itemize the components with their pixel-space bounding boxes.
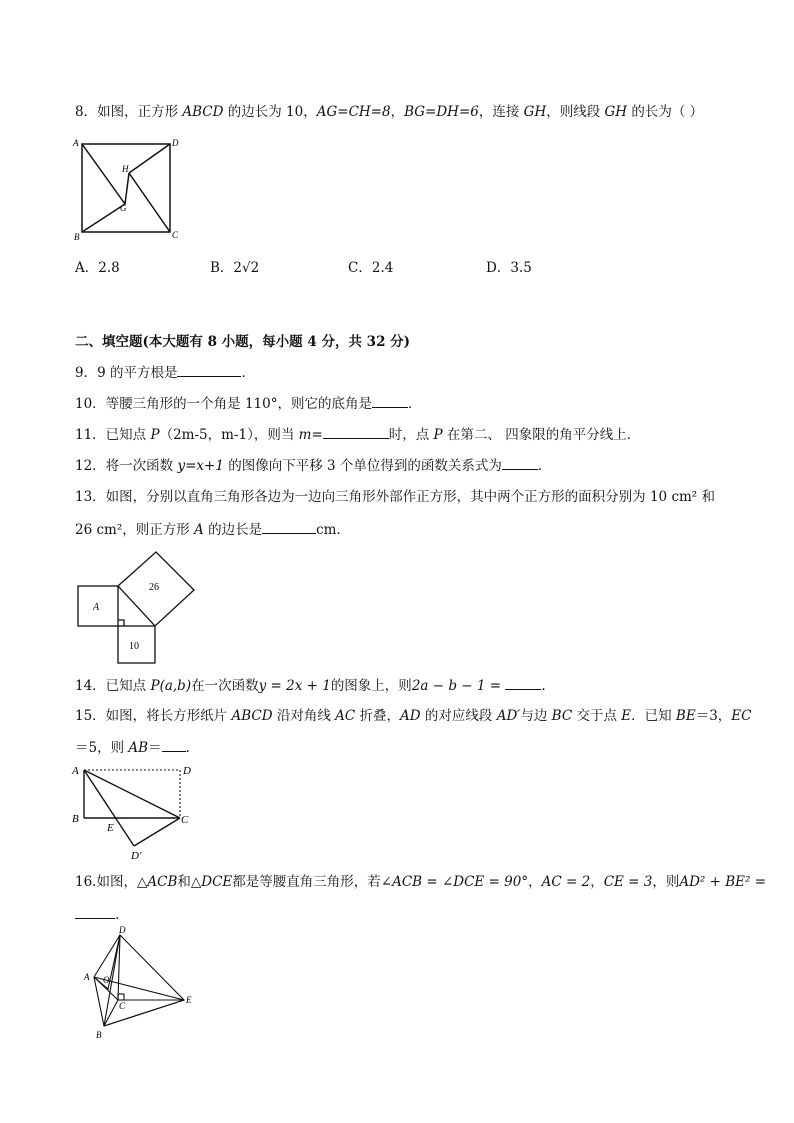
label-d: D [119,925,126,935]
question-15-text-line2: ＝5，则 AB＝ ． [75,737,199,758]
answer-blank-10[interactable] [372,393,408,408]
question-8-figure [70,134,185,244]
square-abcd [82,144,170,232]
label-d-prime: D′ [131,850,142,862]
label-o: O [103,975,110,985]
option-a[interactable]: A．2.8 [75,260,120,276]
label-a: A [73,138,79,148]
answer-blank-14[interactable] [505,675,541,690]
label-h: H [122,164,129,174]
label-b: B [96,1030,102,1040]
question-15-figure [68,760,203,865]
answer-blank-13[interactable] [262,519,316,534]
question-14-text: 14．已知点 P(a,b)在一次函数y = 2x + 1的图象上，则2a − b − 1 = . [75,675,546,696]
segment-gh [125,173,129,204]
answer-blank-9[interactable] [177,362,241,377]
segment-ag [82,144,125,204]
label-square-26: 26 [149,582,159,593]
answer-blank-11[interactable] [323,424,389,439]
question-15-text-line1: 15．如图，将长方形纸片 ABCD 沿对角线 AC 折叠，AD 的对应线段 AD′与边 BC 交于点 E．已知 BE＝3，EC [75,708,752,724]
label-e: E [107,822,114,834]
option-c[interactable]: C．2.4 [348,260,394,276]
question-13-figure [72,548,202,670]
question-8-text: 8．如图，正方形 ABCD 的边长为 10，AG=CH=8，BG=DH=6，连接 GH，则线段 GH 的长为（ ） [75,104,704,120]
section-2-title: 二、填空题(本大题有 8 小题，每小题 4 分，共 32 分) [75,334,411,350]
segment-ch [129,173,170,232]
question-16-text-line2: . [75,904,119,925]
label-c: C [181,814,189,826]
question-9-text: 9．9 的平方根是 ． [75,362,255,383]
answer-blank-15[interactable] [162,737,186,752]
label-c: C [119,1001,126,1011]
answer-blank-16[interactable] [75,904,115,919]
label-b: B [72,813,79,825]
label-g: G [120,203,127,213]
label-a: A [84,972,90,982]
diagonal-ac [84,770,180,818]
label-c: C [172,230,179,240]
right-angle-mark [118,620,124,626]
label-e: E [186,995,192,1005]
question-11-text: 11．已知点 P（2m-5，m-1），则当 m= 时，点 P 在第二、 四象限的角平分线上． [75,424,640,445]
label-square-10: 10 [129,641,139,652]
label-square-a: A [93,602,100,613]
answer-blank-12[interactable] [502,455,538,470]
option-d[interactable]: D．3.5 [486,260,532,276]
label-d: D [183,765,191,777]
label-a: A [72,765,79,777]
question-16-text-line1: 16.如图，△ACB和△DCE都是等腰直角三角形，若∠ACB = ∠DCE = 90°，AC = 2，CE = 3，则AD² + BE² = [75,874,767,890]
label-b: B [74,232,80,242]
question-10-text: 10．等腰三角形的一个角是 110°，则它的底角是 ． [75,393,422,414]
option-b[interactable]: B．2√2 [210,260,260,276]
question-16-figure [78,925,203,1043]
label-d: D [172,138,179,148]
segment-d-prime-c [134,818,180,846]
segment-dh [129,144,170,173]
question-13-text-line2: 26 cm²，则正方形 A 的边长是 cm． [75,519,350,540]
right-angle-mark [118,994,124,1000]
question-12-text: 12．将一次函数 y=x+1 的图像向下平移 3 个单位得到的函数关系式为 ． [75,455,551,476]
segment-ad-prime [84,770,134,846]
question-13-text-line1: 13．如图，分别以直角三角形各边为一边向三角形外部作正方形，其中两个正方形的面积分别为 10 cm² 和 [75,489,716,505]
segment-bg [82,204,125,232]
